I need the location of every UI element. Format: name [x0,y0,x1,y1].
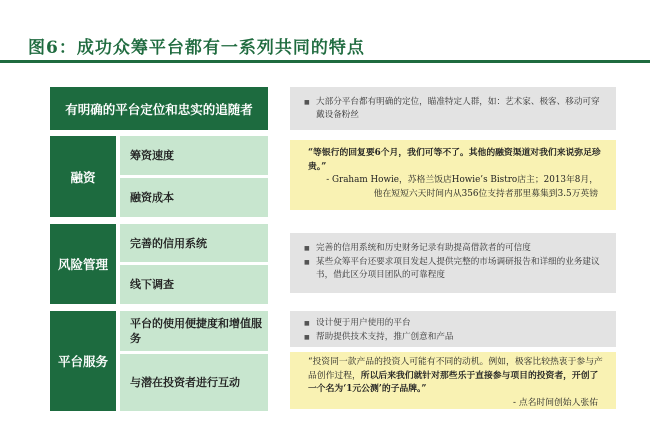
funding-quote: “等银行的回复要6个月，我们可等不了。其他的融资渠道对我们来说弥足珍贵。” [308,148,601,172]
service-notes [290,311,616,347]
funding-quote-source-1: - Graham Howie，苏格兰饭店Howie’s Bistro店主；2013年8月， [326,175,598,185]
risk-label: 风险管理 [50,224,116,304]
positioning-bullet: ■ 大部分平台都有明确的定位，瞄准特定人群，如：艺术家、极客、移动可穿戴设备粉丝 [304,96,606,122]
service-quote-source: - 点名时间创始人张佑 [513,397,598,408]
risk-bullet: ■ 某些众筹平台还要求项目发起人提供完整的市场调研报告和详细的业务建议书，借此区分项目团队的可靠程度 [304,256,606,282]
positioning-notes [290,87,616,130]
service-quote-note [290,352,616,409]
page-title: 图6：成功众筹平台都有一系列共同的特点 [28,38,365,58]
service-quote-plain: “投资同一款产品的投资人可能有不同的动机。例如，极客比较热衷于参与产品创作过程， [308,357,603,381]
service-item-interaction: 与潜在投资者进行互动 [120,354,268,411]
funding-label: 融资 [50,136,116,217]
title-divider [0,60,650,63]
service-bullet: ■ 帮助提供技术支持，推广创意和产品 [304,331,606,344]
risk-item-offline: 线下调查 [120,265,268,304]
positioning-label: 有明确的平台定位和忠实的追随者 [50,87,268,130]
service-quote-bold: 所以后来我们就针对那些乐于直接参与项目的投资者，开创了一个名为‘1元公测’的子品牌。” [308,370,599,394]
funding-quote-source-2: 他在短短六天时间内从356位支持者那里募集到3.5万英镑 [373,188,598,199]
service-bullet: ■ 设计便于用户使用的平台 [304,317,606,330]
funding-item-speed: 筹资速度 [120,136,268,175]
risk-bullet: ■ 完善的信用系统和历史财务记录有助提高借款者的可信度 [304,242,606,255]
risk-notes [290,233,616,293]
risk-item-credit: 完善的信用系统 [120,224,268,262]
funding-item-cost: 融资成本 [120,178,268,217]
funding-quote-note [290,140,616,210]
service-item-usability: 平台的使用便捷度和增值服务 [120,311,268,351]
service-label: 平台服务 [50,311,116,411]
